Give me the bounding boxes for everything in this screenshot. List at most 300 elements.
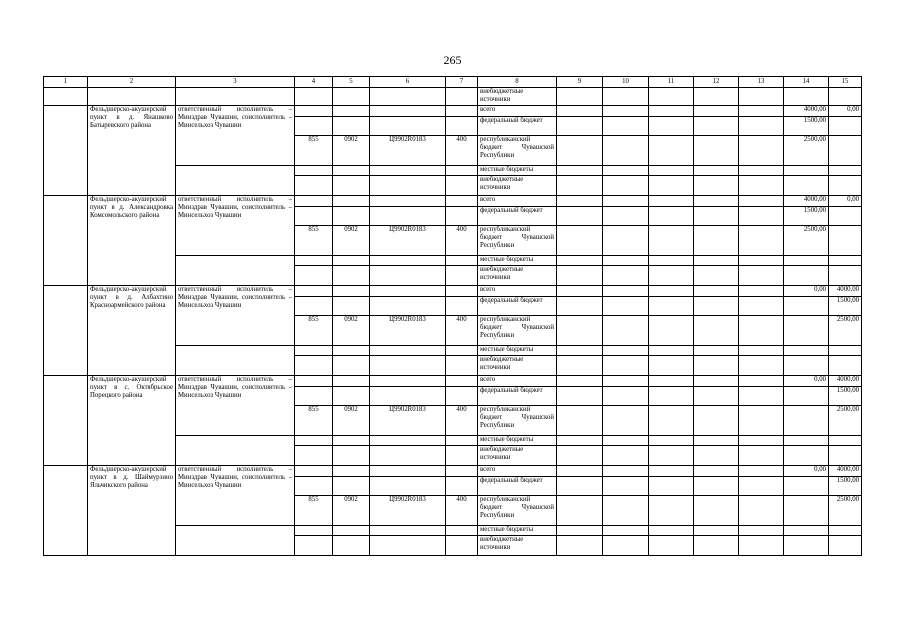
empty-cell [649,266,694,286]
empty-cell [44,286,88,376]
empty-cell [603,477,649,496]
empty-cell [446,207,478,226]
amount-col15-cell: 1500,00 [829,387,862,406]
empty-cell [557,387,603,406]
empty-cell [694,346,739,356]
empty-cell [446,477,478,496]
empty-cell [446,466,478,477]
empty-cell [649,196,694,207]
amount-col15-cell [829,136,862,166]
empty-cell [694,297,739,316]
funding-source-cell: федеральный бюджет [478,117,557,136]
empty-cell [176,88,295,106]
empty-cell [295,266,333,286]
empty-cell [603,406,649,436]
amount-col14-cell [784,297,829,316]
empty-cell [603,436,649,446]
empty-cell [446,266,478,286]
empty-cell [739,356,784,376]
empty-cell [694,477,739,496]
funding-source-cell: федеральный бюджет [478,207,557,226]
empty-cell [370,207,446,226]
empty-cell [557,176,603,196]
empty-cell [557,406,603,436]
empty-cell [603,466,649,477]
empty-cell [333,356,370,376]
empty-cell [694,316,739,346]
empty-cell [603,207,649,226]
empty-cell [739,436,784,446]
amount-col14-cell: 4000,00 [784,196,829,207]
empty-cell [603,346,649,356]
vr-code-cell: 400 [446,496,478,526]
amount-col15-cell [829,117,862,136]
empty-cell [295,536,333,556]
amount-col15-cell [829,266,862,286]
amount-col14-cell [784,176,829,196]
empty-cell [333,286,370,297]
empty-cell [649,477,694,496]
empty-cell [557,207,603,226]
object-name-cell: Фельдшерско-акушерский пункт в д. Албахтино Красноармейского района [88,286,176,376]
empty-cell [649,166,694,176]
funding-source-cell: республиканский бюджет Чувашской Республики [478,136,557,166]
funding-source-cell: всего [478,376,557,387]
empty-cell [649,446,694,466]
empty-cell [295,477,333,496]
empty-cell [295,117,333,136]
amount-col15-cell [829,207,862,226]
empty-cell [370,117,446,136]
empty-cell [333,387,370,406]
funding-source-cell: республиканский бюджет Чувашской Республики [478,316,557,346]
empty-cell [694,356,739,376]
empty-cell [694,207,739,226]
empty-cell [557,88,603,106]
empty-cell [333,477,370,496]
empty-cell [649,376,694,387]
empty-cell [649,536,694,556]
amount-col14-cell [784,536,829,556]
vr-code-cell: 400 [446,136,478,166]
empty-cell [649,356,694,376]
empty-cell [333,176,370,196]
empty-cell [333,376,370,387]
column-number-cell: 11 [649,77,694,88]
empty-cell [295,387,333,406]
amount-col14-cell [784,166,829,176]
executor-cell: ответственный исполнитель – Минздрав Чувашии, соисполнитель – Минсельхоз Чувашии [176,376,295,436]
empty-cell [295,256,333,266]
empty-cell [649,316,694,346]
empty-cell [333,88,370,106]
rzpr-code-cell: 0902 [333,316,370,346]
amount-col14-cell [784,387,829,406]
empty-cell [295,176,333,196]
amount-col15-cell [829,356,862,376]
amount-col15-cell: 0,00 [829,196,862,207]
empty-cell [295,106,333,117]
empty-cell [603,286,649,297]
empty-cell [739,376,784,387]
empty-cell [649,436,694,446]
empty-cell [603,196,649,207]
empty-cell [44,196,88,286]
empty-cell [739,496,784,526]
empty-cell [295,356,333,376]
empty-cell [557,256,603,266]
empty-cell [649,406,694,436]
executor-cell: ответственный исполнитель – Минздрав Чувашии, соисполнитель – Минсельхоз Чувашии [176,106,295,166]
empty-cell [694,136,739,166]
funding-source-cell: местные бюджеты [478,256,557,266]
empty-cell [88,88,176,106]
empty-cell [446,356,478,376]
empty-cell [603,496,649,526]
empty-cell [557,196,603,207]
empty-cell [603,176,649,196]
empty-cell [557,466,603,477]
column-number-cell: 2 [88,77,176,88]
amount-col15-cell [829,536,862,556]
empty-cell [446,446,478,466]
page-number: 265 [443,53,462,67]
empty-cell [784,88,829,106]
rzpr-code-cell: 0902 [333,226,370,256]
empty-cell [370,477,446,496]
empty-cell [370,436,446,446]
empty-cell [557,526,603,536]
csr-code-cell: Ц9902R0183 [370,136,446,166]
empty-cell [370,106,446,117]
object-name-cell: Фельдшерско-акушерский пункт в д. Александровка Комсомольского района [88,196,176,286]
empty-cell [557,436,603,446]
empty-cell [446,166,478,176]
empty-cell [557,376,603,387]
empty-cell [603,316,649,346]
empty-cell [557,446,603,466]
empty-cell [649,526,694,536]
funding-source-cell: местные бюджеты [478,436,557,446]
amount-col14-cell [784,346,829,356]
empty-cell [603,376,649,387]
rzpr-code-cell: 0902 [333,496,370,526]
column-number-cell: 13 [739,77,784,88]
empty-cell [603,226,649,256]
empty-cell [739,446,784,466]
empty-cell [370,88,446,106]
empty-cell [557,226,603,256]
empty-cell [739,88,784,106]
amount-col14-cell: 2500,00 [784,136,829,166]
empty-cell [694,196,739,207]
funding-source-cell: внебюджетные источники [478,446,557,466]
empty-cell [603,266,649,286]
empty-cell [649,117,694,136]
table-row [44,106,862,117]
amount-col14-cell: 2500,00 [784,226,829,256]
empty-cell [739,466,784,477]
empty-cell [333,106,370,117]
empty-cell [295,466,333,477]
amount-col15-cell: 4000,00 [829,376,862,387]
column-number-cell: 1 [44,77,88,88]
amount-col15-cell: 4000,00 [829,286,862,297]
amount-col15-cell: 2500,00 [829,406,862,436]
vr-code-cell: 400 [446,406,478,436]
empty-cell [694,466,739,477]
executor-cell: ответственный исполнитель – Минздрав Чувашии, соисполнитель – Минсельхоз Чувашии [176,196,295,256]
empty-cell [295,88,333,106]
column-number-cell: 9 [557,77,603,88]
amount-col14-cell: 0,00 [784,286,829,297]
empty-cell [557,106,603,117]
empty-cell [370,297,446,316]
empty-cell [603,536,649,556]
empty-cell [829,88,862,106]
empty-cell [333,196,370,207]
empty-cell [370,176,446,196]
empty-cell [295,346,333,356]
column-number-cell: 12 [694,77,739,88]
csr-code-cell: Ц9902R0183 [370,406,446,436]
empty-cell [739,536,784,556]
vr-code-cell: 400 [446,316,478,346]
empty-cell [333,436,370,446]
rzpr-code-cell: 0902 [333,406,370,436]
empty-cell [694,286,739,297]
funding-source-cell: внебюджетные источники [478,536,557,556]
amount-col15-cell: 4000,00 [829,466,862,477]
empty-cell [739,106,784,117]
empty-cell [370,266,446,286]
empty-cell [295,196,333,207]
empty-cell [44,88,88,106]
empty-cell [333,346,370,356]
funding-source-cell: местные бюджеты [478,526,557,536]
empty-cell [557,477,603,496]
empty-cell [649,387,694,406]
empty-cell [370,387,446,406]
empty-cell [446,286,478,297]
empty-cell [295,526,333,536]
empty-cell [739,226,784,256]
column-number-cell: 7 [446,77,478,88]
vr-code-cell: 400 [446,226,478,256]
empty-cell [176,526,295,556]
empty-cell [176,436,295,466]
empty-cell [176,346,295,376]
empty-cell [370,446,446,466]
grbs-code-cell: 855 [295,226,333,256]
csr-code-cell: Ц9902R0183 [370,226,446,256]
amount-col14-cell [784,526,829,536]
empty-cell [446,346,478,356]
empty-cell [694,117,739,136]
empty-cell [739,207,784,226]
empty-cell [446,256,478,266]
funding-source-cell: всего [478,106,557,117]
empty-cell [44,466,88,556]
empty-cell [649,297,694,316]
empty-cell [694,106,739,117]
column-number-cell: 4 [295,77,333,88]
funding-source-cell: всего [478,196,557,207]
empty-cell [739,117,784,136]
column-number-cell: 10 [603,77,649,88]
funding-source-cell: всего [478,466,557,477]
empty-cell [446,526,478,536]
empty-cell [44,106,88,196]
amount-col14-cell [784,496,829,526]
amount-col14-cell [784,436,829,446]
empty-cell [295,436,333,446]
empty-cell [739,526,784,536]
empty-cell [739,176,784,196]
table-row [44,376,862,387]
empty-cell [557,356,603,376]
empty-cell [649,346,694,356]
empty-cell [649,466,694,477]
amount-col14-cell [784,406,829,436]
object-name-cell: Фельдшерско-акушерский пункт в д. Шаймурзино Яльчикского района [88,466,176,556]
empty-cell [649,496,694,526]
empty-cell [295,376,333,387]
empty-cell [739,346,784,356]
empty-cell [446,297,478,316]
empty-cell [694,406,739,436]
column-number-cell: 6 [370,77,446,88]
empty-cell [739,266,784,286]
column-number-cell: 15 [829,77,862,88]
executor-cell: ответственный исполнитель – Минздрав Чувашии, соисполнитель – Минсельхоз Чувашии [176,466,295,526]
grbs-code-cell: 855 [295,406,333,436]
amount-col14-cell [784,477,829,496]
empty-cell [739,477,784,496]
funding-source-cell: местные бюджеты [478,346,557,356]
empty-cell [176,166,295,196]
empty-cell [739,406,784,436]
empty-cell [557,286,603,297]
object-name-cell: Фельдшерско-акушерский пункт в с. Октябрьское Порецкого района [88,376,176,466]
empty-cell [176,256,295,286]
empty-cell [370,526,446,536]
csr-code-cell: Ц9902R0183 [370,496,446,526]
empty-cell [694,526,739,536]
amount-col15-cell [829,446,862,466]
amount-col14-cell [784,316,829,346]
funding-source-cell: республиканский бюджет Чувашской Республики [478,226,557,256]
empty-cell [370,536,446,556]
empty-cell [739,286,784,297]
amount-col15-cell: 2500,00 [829,316,862,346]
empty-cell [603,526,649,536]
empty-cell [694,166,739,176]
empty-cell [603,117,649,136]
amount-col15-cell [829,346,862,356]
empty-cell [446,106,478,117]
empty-cell [603,256,649,266]
empty-cell [446,387,478,406]
empty-cell [694,446,739,466]
amount-col14-cell: 0,00 [784,376,829,387]
empty-cell [603,356,649,376]
empty-cell [649,136,694,166]
empty-cell [694,256,739,266]
empty-cell [557,166,603,176]
amount-col14-cell [784,446,829,466]
grbs-code-cell: 855 [295,136,333,166]
empty-cell [333,297,370,316]
amount-col14-cell [784,266,829,286]
column-number-row [44,77,862,88]
empty-cell [739,297,784,316]
funding-source-cell: федеральный бюджет [478,387,557,406]
empty-cell [557,117,603,136]
empty-cell [739,136,784,166]
empty-cell [557,266,603,286]
empty-cell [694,436,739,446]
empty-cell [649,88,694,106]
funding-source-cell: федеральный бюджет [478,477,557,496]
funding-source-cell: внебюджетные источники [478,266,557,286]
amount-col14-cell: 0,00 [784,466,829,477]
funding-source-cell: всего [478,286,557,297]
empty-cell [694,496,739,526]
empty-cell [333,526,370,536]
empty-cell [649,106,694,117]
grbs-code-cell: 855 [295,496,333,526]
empty-cell [295,446,333,466]
empty-cell [370,196,446,207]
empty-cell [333,446,370,466]
empty-cell [446,196,478,207]
funding-source-cell: местные бюджеты [478,166,557,176]
table-row [44,466,862,477]
empty-cell [295,166,333,176]
empty-cell [446,176,478,196]
amount-col15-cell [829,256,862,266]
empty-cell [557,496,603,526]
empty-cell [603,166,649,176]
empty-cell [44,376,88,466]
empty-cell [603,446,649,466]
empty-cell [333,166,370,176]
amount-col15-cell [829,166,862,176]
carry-over-row [44,88,862,106]
empty-cell [557,136,603,166]
amount-col14-cell: 4000,00 [784,106,829,117]
funding-source-cell: федеральный бюджет [478,297,557,316]
csr-code-cell: Ц9902R0183 [370,316,446,346]
amount-col14-cell [784,356,829,376]
empty-cell [333,207,370,226]
empty-cell [694,176,739,196]
empty-cell [694,226,739,256]
amount-col15-cell [829,176,862,196]
amount-col15-cell: 1500,00 [829,477,862,496]
empty-cell [333,117,370,136]
empty-cell [694,536,739,556]
amount-col15-cell: 1500,00 [829,297,862,316]
empty-cell [370,466,446,477]
funding-source-cell: внебюджетные источники [478,356,557,376]
column-number-cell: 14 [784,77,829,88]
empty-cell [694,376,739,387]
rzpr-code-cell: 0902 [333,136,370,166]
empty-cell [603,387,649,406]
amount-col15-cell [829,436,862,446]
